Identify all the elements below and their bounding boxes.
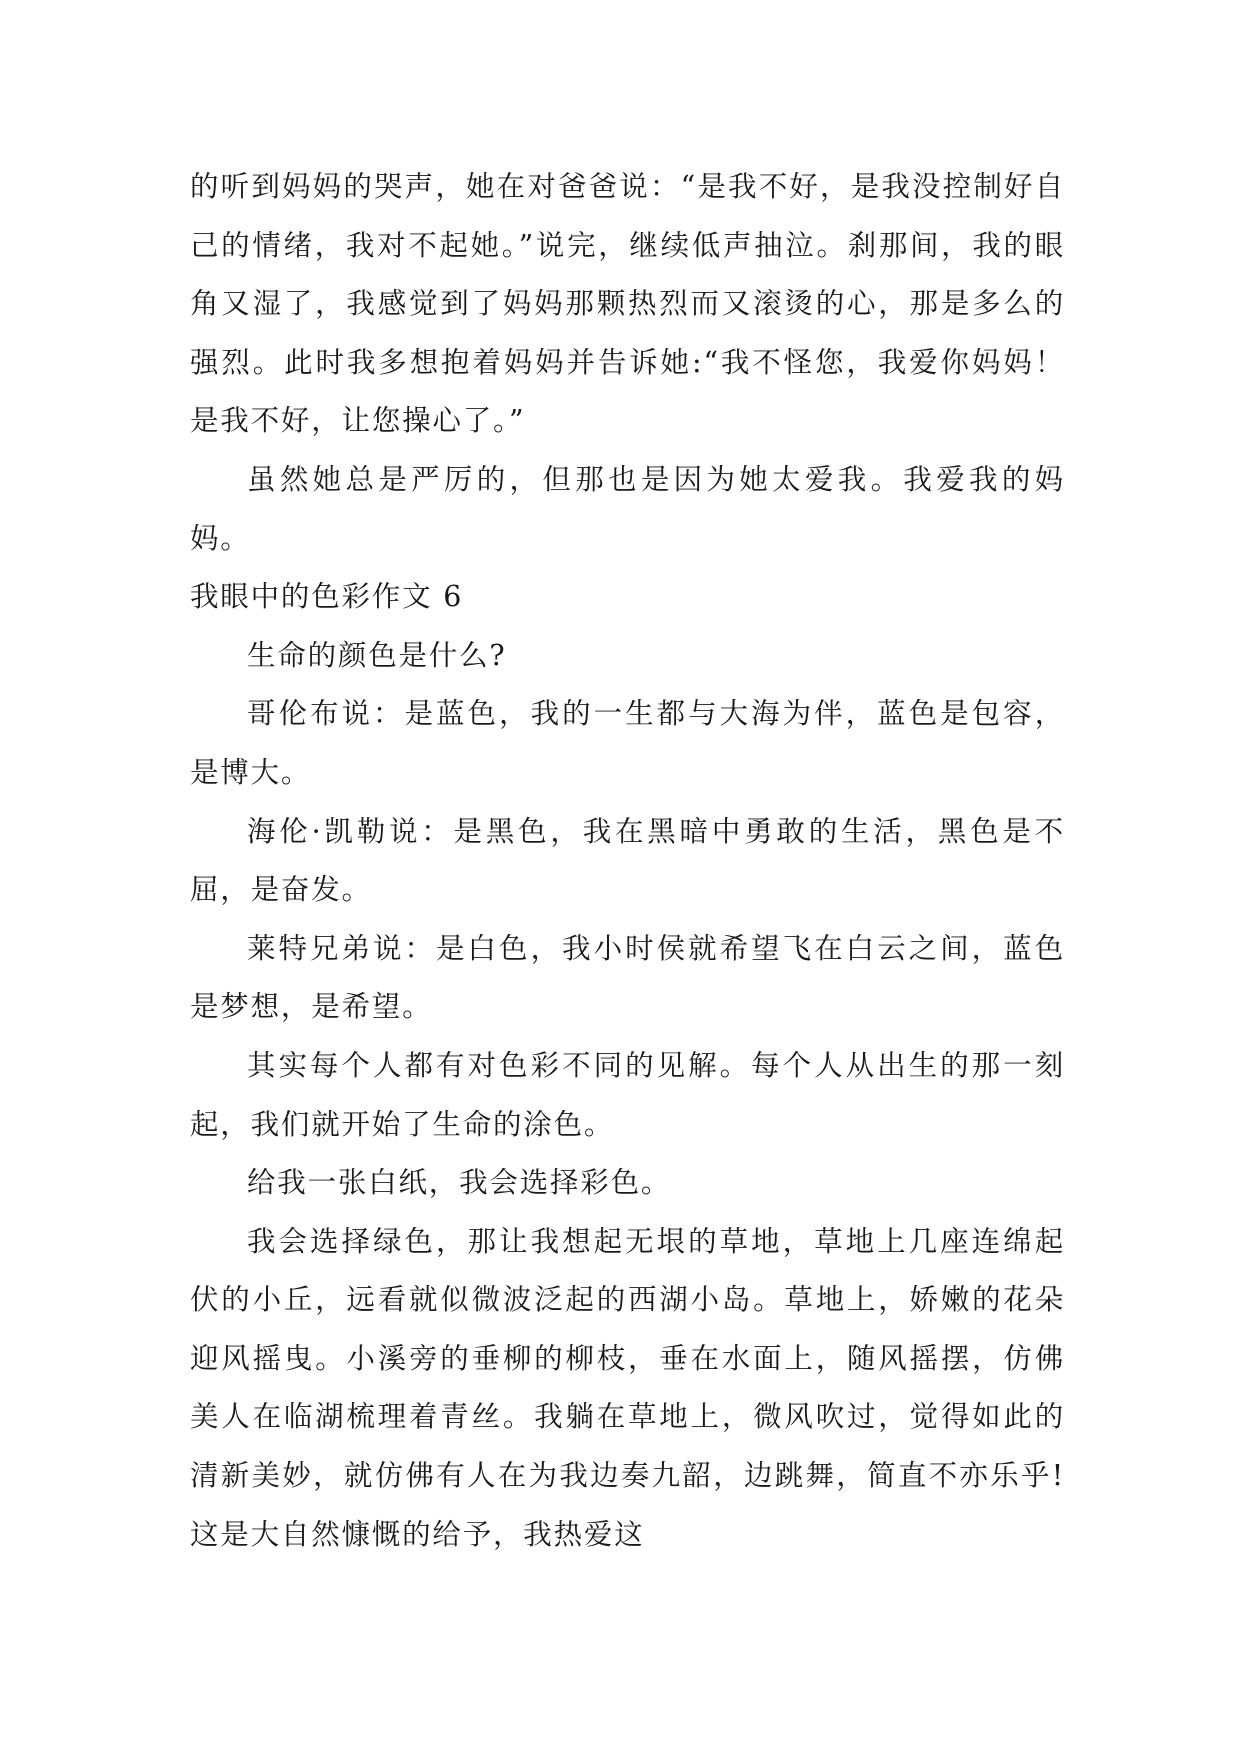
paragraph-white-paper: 给我一张白纸，我会选择彩色。 <box>247 1166 672 1200</box>
paragraph-helen-keller: 海伦·凯勒说：是黑色，我在黑暗中勇敢的生活，黑色是不屈，是奋发。 <box>190 814 1065 907</box>
paragraph-mother-strict: 虽然她总是严厉的，但那也是因为她太爱我。我爱我的妈妈。 <box>190 462 1065 555</box>
paragraph-mother-crying: 的听到妈妈的哭声，她在对爸爸说：“是我不好，是我没控制好自己的情绪，我对不起她。”说完，继续低声抽泣。刹那间，我的眼角又湿了，我感觉到了妈妈那颗热烈而又滚烫的心，那是多么的强烈。此时我多想抱着妈妈并告诉她:“我不怪您，我爱你妈妈！是我不好，让您操心了。” <box>190 170 1065 438</box>
paragraph-question: 生命的颜色是什么? <box>247 638 507 672</box>
paragraph-columbus: 哥伦布说：是蓝色，我的一生都与大海为伴，蓝色是包容，是博大。 <box>190 697 1065 789</box>
paragraph-everyone-colors: 其实每个人都有对色彩不同的见解。每个人从出生的那一刻起，我们就开始了生命的涂色。 <box>190 1048 1065 1141</box>
document-page <box>190 158 1065 1564</box>
paragraph-green: 我会选择绿色，那让我想起无垠的草地，草地上几座连绵起伏的小丘，远看就似微波泛起的西湖小岛。草地上，娇嫩的花朵迎风摇曳。小溪旁的垂柳的柳枝，垂在水面上，随风摇摆，仿佛美人在临湖梳理着青丝。我躺在草地上，微风吹过，觉得如此的清新美妙，就仿佛有人在为我边奏九韶，边跳舞，简直不亦乐乎!这是大自然慷慨的给予，我热爱这 <box>190 1224 1065 1551</box>
paragraph-wright-brothers: 莱特兄弟说：是白色，我小时侯就希望飞在白云之间，蓝色是梦想，是希望。 <box>190 931 1065 1024</box>
essay-title: 我眼中的色彩作文 6 <box>190 580 464 614</box>
